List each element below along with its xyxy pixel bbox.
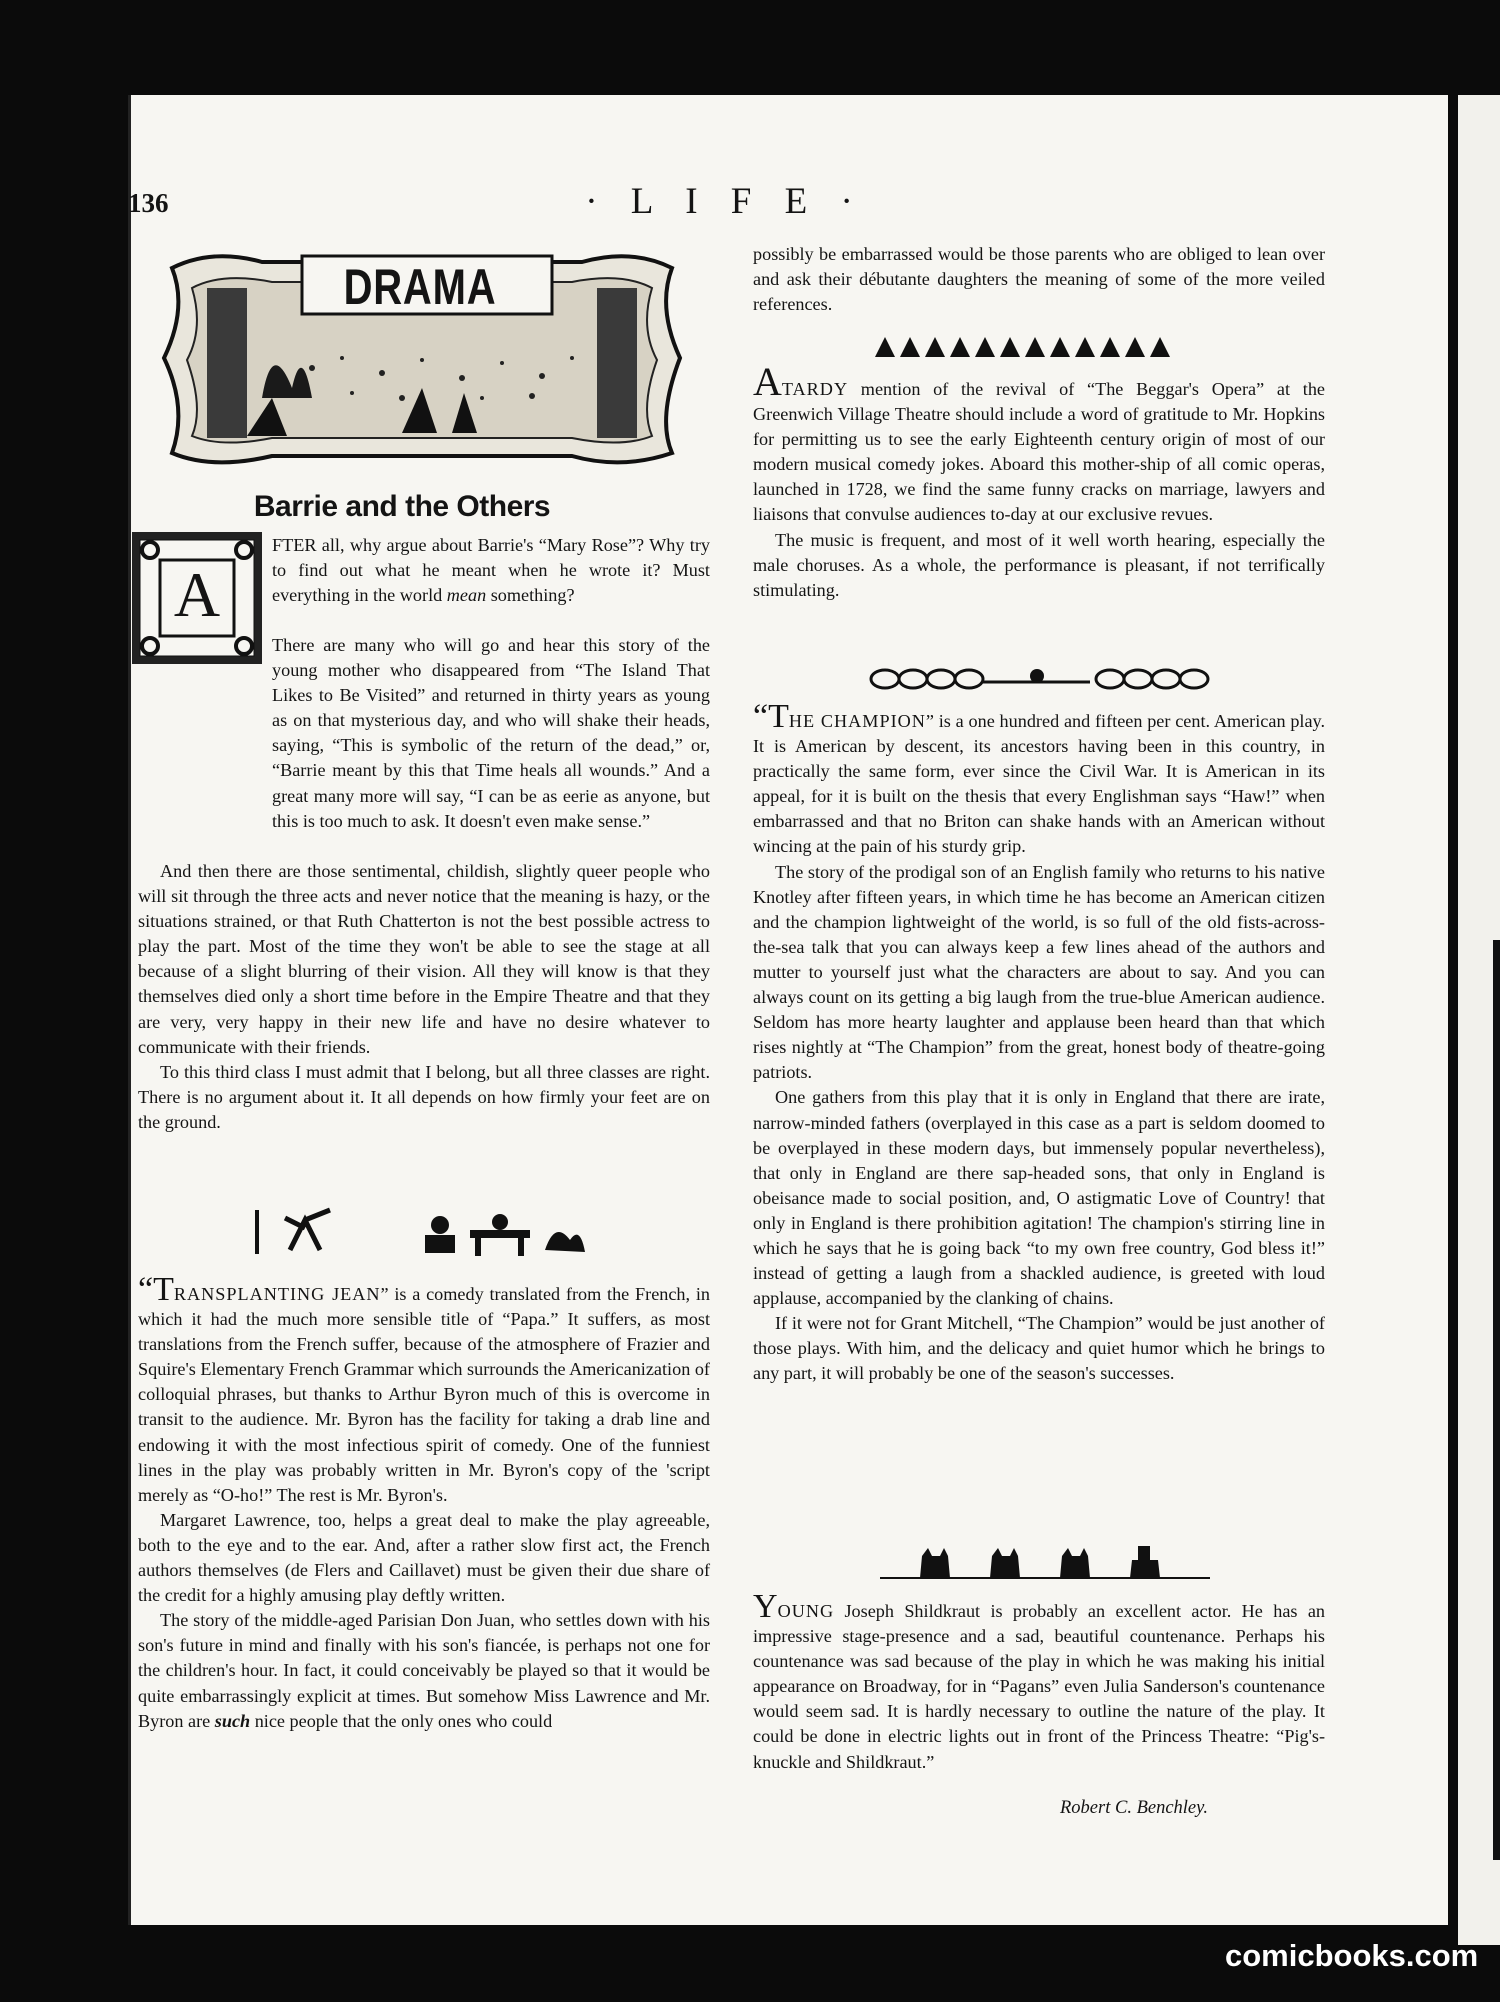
text-run: The story of the middle-aged Parisian Don Juan, who settles down with his son's future in mind and finally with his son's fiancée, is perhaps not one for the children's hour. In fact, it could conceivably be played so that it would be quite embarrassingly explicit at times. But somehow Miss Lawrence and Mr. Byron are <box>138 1610 710 1731</box>
champion-paragraph-4: If it were not for Grant Mitchell, “The Champion” would be just another of those plays. With him, and the delicacy and quiet humor which he brings to any part, it will probably be one of the season's successes. <box>753 1313 1325 1384</box>
paragraph-2 <box>138 633 710 834</box>
champion-paragraph <box>753 698 1325 860</box>
author-signature: Robert C. Benchley. <box>1060 1798 1208 1818</box>
figures-ornament <box>250 1200 590 1260</box>
site-watermark: comicbooks.com <box>1225 1938 1479 1973</box>
column-right-beggars-opera <box>753 359 1325 603</box>
column-left-top <box>272 533 710 608</box>
column-right-top <box>753 242 1325 317</box>
cats-ornament <box>880 1542 1210 1582</box>
column-left-lower <box>138 1271 710 1734</box>
paragraph-continued: possibly be embarrassed would be those parents who are obliged to lean over and ask their débutante daughters the meaning of some of the more veiled references. <box>753 244 1325 315</box>
text-run: ” is a comedy translated from the French, in which it had the much more sensible title of “Papa.” It suffers, as most translations from the French suffer, because of the atmosphere of Frazier and Squire's Elementary French Grammar which surrounds the Americanization of colloquial phrases, but thanks to Arthur Byron much of this is overcome in transit to the audience. Mr. Byron has the facility for taking a drab line and endowing it with the most infectious spirit of comedy. One of the funniest lines in the play was probably written in Mr. Byron's copy of the 'script merely as “O-ho!” The rest is Mr. Byron's. <box>138 1284 710 1505</box>
text-run: There are many who will go and hear this story of the young mother who disappeared from “The Island That Likes to Be Visited” and returned in thirty years as young as on that mysterious day, and who will shake their heads, saying, “This is symbolic of the return of the dead,” or, “Barrie meant by this that Time heals all wounds.” And a great many more will say, “I can be as eerie as anyone, but this is too much to ask. It doesn't even make sense.” <box>272 635 710 831</box>
lead-in: TARDY <box>781 379 849 399</box>
article-heading: Barrie and the Others <box>253 490 551 523</box>
chain-ornament <box>865 664 1215 694</box>
column-right-champion <box>753 698 1325 1387</box>
drop-initial: A <box>753 359 782 404</box>
paragraph-7 <box>138 1608 710 1733</box>
transplanting-jean-paragraph <box>138 1271 710 1508</box>
beggars-opera-paragraph <box>753 359 1325 528</box>
text-run: Joseph Shildkraut is probably an excellent actor. He has an impressive stage-presence and a sad, beautiful countenance. Perhaps his countenance was sad because of the play in which he was making his initial appearance on Broadway, for in “Pagans” even Julia Sanderson's countenance would seem sad. It is hardly necessary to outline the nature of the play. It could be done in electric lights out in front of the Princess Theatre: “Pig's-knuckle and Shildkraut.” <box>753 1601 1325 1772</box>
paragraph-6: Margaret Lawrence, too, helps a great deal to make the play agreeable, both to the eye and to the ear. And, after a rather slow first act, the French authors themselves (de Flers and Caillavet) must be given their due share of the credit for a highly amusing play deftly written. <box>138 1509 710 1606</box>
banner-title: DRAMA <box>343 259 497 315</box>
text-run: something? <box>486 585 575 606</box>
magazine-title: · L I F E · <box>585 181 865 222</box>
text-run: ” is a one hundred and fifteen per cent. American play. It is American by descent, its ancestors having been in this country, in practically the same form, ever since the Civil War. It is American in its appeal, for it is built on the thesis that every Englishman says “Haw!” when embarrassed and that no Briton can shake hands with an American without wincing at the pain of his sturdy grip. <box>753 711 1325 857</box>
dancers-ornament <box>870 332 1210 362</box>
paragraph-4: To this third class I must admit that I belong, but all three classes are right. There is no argument about it. It all depends on how firmly your feet are on the ground. <box>138 1061 710 1132</box>
paragraph-1 <box>272 533 710 608</box>
shildkraut-paragraph <box>753 1588 1325 1775</box>
drop-initial: Y <box>753 1588 778 1625</box>
page-number: 136 <box>128 188 169 218</box>
drop-initial: “T <box>138 1271 174 1308</box>
champion-paragraph-2: The story of the prodigal son of an English family who returns to his native Knotley after fifteen years, in which time he has become an American citizen and the champion lightweight of the world, is so full of the old fists-across-the-sea talk that you can always keep a few lines ahead of the authors and mutter to yourself just what the characters are about to say. And you can always count on its getting a big laugh from the true-blue American audience. Seldom has more hearty laughter and applause been heard than that which rises nightly at “The Champion” from the great, honest body of theatre-going patriots. <box>753 861 1325 1083</box>
lead-in: OUNG <box>777 1601 835 1621</box>
lead-in: HE CHAMPION <box>788 711 926 731</box>
column-right-shildkraut <box>753 1588 1325 1775</box>
paragraph-3: And then there are those sentimental, childish, slightly queer people who will sit through the three acts and never notice that the meaning is hazy, or the situations strained, or that Ruth Chatterton is not the best possible actress to play the part. Most of the time they won't be able to see the stage at all because of a slight blurring of their vision. All they will know is that they themselves died only a short time before in the Empire Theatre and that they are very, very happy in their new life and have no desire whatever to communicate with their friends. <box>138 861 710 1057</box>
drop-cap-letter: A <box>173 559 221 630</box>
text-run: nice people that the only ones who could <box>250 1710 553 1731</box>
champion-paragraph-3: One gathers from this play that it is only in England that there are irate, narrow-minded fathers (overplayed in this case as a part is seldom doomed to be overplayed in these modern days, but immensely popular nevertheless), that only in England are there sap-headed sons, that only in England is obeisance made to social position, and, O astigmatic Love of Country! that only in England is there prohibition agitation! The champion's stirring line in which he says that he is going back “to my own free country, God bless it!” instead of getting a laugh from a shackled audience, is greeted with loud applause, accompanied by the clanking of chains. <box>753 1087 1325 1309</box>
text-run: mention of the revival of “The Beggar's Opera” at the Greenwich Village Theatre should include a word of gratitude to Mr. Hopkins for permitting us to see the early Eighteenth century origin of most of our modern musical comedy jokes. Aboard this mother-ship of all comic operas, launched in 1728, we find the same funny cracks on marriage, lawyers and liaisons that convulse audiences to-day at our exclusive revues. <box>753 379 1325 525</box>
column-left-main <box>138 859 710 1135</box>
emphasis: mean <box>446 585 487 606</box>
column-left <box>138 633 710 834</box>
lead-in: RANSPLANTING JEAN <box>173 1284 381 1304</box>
beggars-opera-paragraph-2: The music is frequent, and most of it well worth hearing, especially the male choruses. As a whole, the performance is pleasant, if not terrifically stimulating. <box>753 529 1325 600</box>
drop-initial: “T <box>753 698 789 735</box>
adjacent-page-border <box>1493 940 1500 1860</box>
emphasis: such <box>214 1710 251 1731</box>
text-run: FTER all, why argue about Barrie's “Mary Rose”? Why try to find out what he meant when he wrote it? Must everything in the world <box>272 535 710 606</box>
